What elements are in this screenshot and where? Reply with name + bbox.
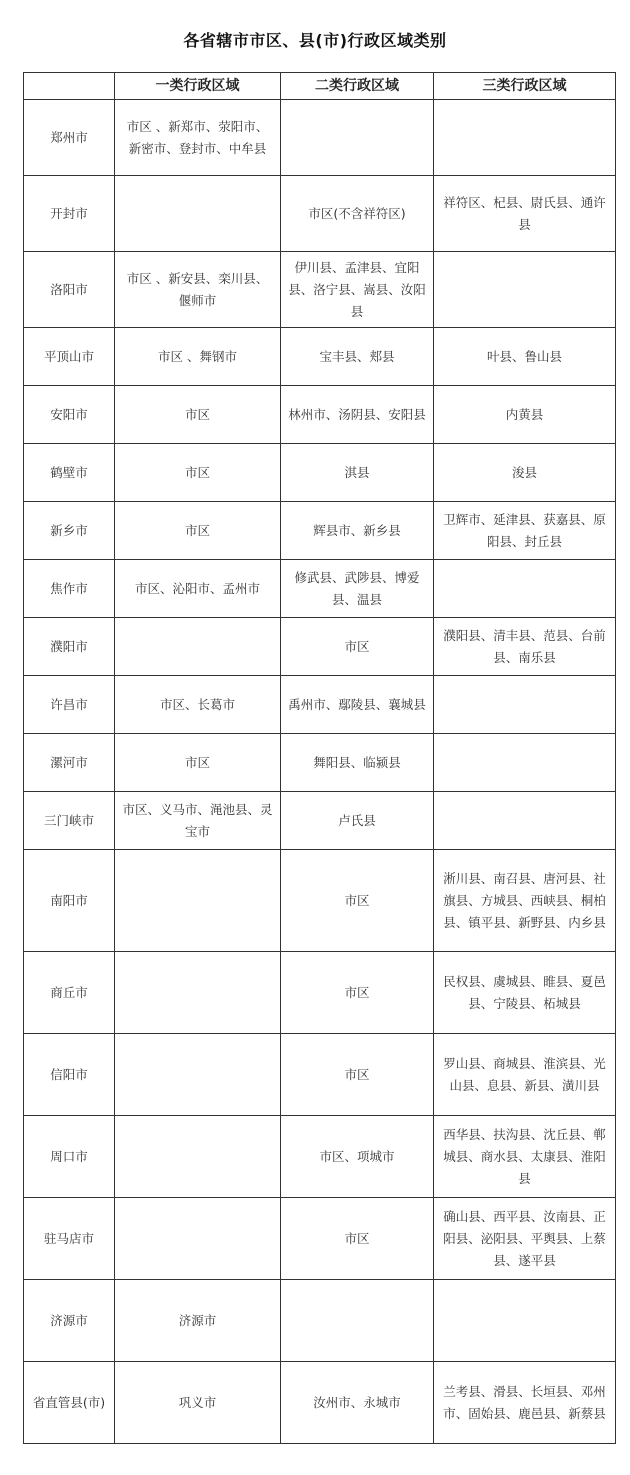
- table-body: [24, 100, 616, 1444]
- city-cell: 郑州市: [24, 100, 115, 176]
- class-3-cell: 罗山县、商城县、淮滨县、光山县、息县、新县、潢川县: [434, 1034, 616, 1116]
- class-2-cell: 市区: [281, 850, 434, 952]
- class-3-cell: [434, 1280, 616, 1362]
- table-row: [24, 1198, 616, 1280]
- class-2-cell: 伊川县、孟津县、宜阳县、洛宁县、嵩县、汝阳县: [281, 252, 434, 328]
- class-1-cell: 市区、长葛市: [115, 676, 281, 734]
- class-2-cell: 卢氏县: [281, 792, 434, 850]
- class-2-cell: 市区: [281, 1198, 434, 1280]
- city-cell: 南阳市: [24, 850, 115, 952]
- class-2-cell: 舞阳县、临颍县: [281, 734, 434, 792]
- class-3-cell: 内黄县: [434, 386, 616, 444]
- class-1-cell: 巩义市: [115, 1362, 281, 1444]
- city-cell: 濮阳市: [24, 618, 115, 676]
- table-row: [24, 676, 616, 734]
- city-cell: 焦作市: [24, 560, 115, 618]
- table-row: [24, 252, 616, 328]
- city-cell: 漯河市: [24, 734, 115, 792]
- class-2-cell: 禹州市、鄢陵县、襄城县: [281, 676, 434, 734]
- header-city: [24, 73, 115, 100]
- class-3-cell: [434, 676, 616, 734]
- city-cell: 省直管县(市): [24, 1362, 115, 1444]
- class-1-cell: 市区: [115, 502, 281, 560]
- class-2-cell: 市区: [281, 1034, 434, 1116]
- city-cell: 洛阳市: [24, 252, 115, 328]
- city-cell: 济源市: [24, 1280, 115, 1362]
- class-2-cell: 汝州市、永城市: [281, 1362, 434, 1444]
- class-3-cell: 卫辉市、延津县、获嘉县、原阳县、封丘县: [434, 502, 616, 560]
- table-row: [24, 952, 616, 1034]
- table-row: [24, 1116, 616, 1198]
- class-3-cell: 濮阳县、清丰县、范县、台前县、南乐县: [434, 618, 616, 676]
- city-cell: 驻马店市: [24, 1198, 115, 1280]
- class-1-cell: [115, 1034, 281, 1116]
- city-cell: 三门峡市: [24, 792, 115, 850]
- class-2-cell: 市区: [281, 618, 434, 676]
- table-row: [24, 100, 616, 176]
- class-1-cell: [115, 1116, 281, 1198]
- class-3-cell: 祥符区、杞县、尉氏县、通许县: [434, 176, 616, 252]
- table-row: [24, 560, 616, 618]
- class-2-cell: 市区、项城市: [281, 1116, 434, 1198]
- table-header-row: [24, 73, 616, 100]
- class-3-cell: 西华县、扶沟县、沈丘县、郸城县、商水县、太康县、淮阳县: [434, 1116, 616, 1198]
- header-class-2: 二类行政区域: [281, 73, 434, 100]
- class-3-cell: [434, 252, 616, 328]
- class-3-cell: [434, 560, 616, 618]
- class-2-cell: 宝丰县、郏县: [281, 328, 434, 386]
- city-cell: 周口市: [24, 1116, 115, 1198]
- class-3-cell: 浚县: [434, 444, 616, 502]
- class-1-cell: [115, 952, 281, 1034]
- class-3-cell: [434, 792, 616, 850]
- table-row: [24, 1280, 616, 1362]
- page-title: 各省辖市市区、县(市)行政区域类别: [183, 31, 447, 50]
- class-1-cell: 市区: [115, 386, 281, 444]
- class-1-cell: 市区 、新安县、栾川县、偃师市: [115, 252, 281, 328]
- class-1-cell: 市区 、舞钢市: [115, 328, 281, 386]
- class-2-cell: 辉县市、新乡县: [281, 502, 434, 560]
- class-1-cell: [115, 1198, 281, 1280]
- table-row: [24, 176, 616, 252]
- class-1-cell: 市区: [115, 444, 281, 502]
- class-1-cell: 市区、沁阳市、孟州市: [115, 560, 281, 618]
- table-row: [24, 502, 616, 560]
- table-row: [24, 1362, 616, 1444]
- table-row: [24, 328, 616, 386]
- class-1-cell: 市区、义马市、渑池县、灵宝市: [115, 792, 281, 850]
- table-row: [24, 792, 616, 850]
- city-cell: 信阳市: [24, 1034, 115, 1116]
- table-row: [24, 734, 616, 792]
- class-1-cell: 市区: [115, 734, 281, 792]
- header-class-3: 三类行政区域: [434, 73, 616, 100]
- class-1-cell: 市区 、新郑市、荥阳市、新密市、登封市、中牟县: [115, 100, 281, 176]
- class-3-cell: 确山县、西平县、汝南县、正阳县、泌阳县、平舆县、上蔡县、遂平县: [434, 1198, 616, 1280]
- city-cell: 平顶山市: [24, 328, 115, 386]
- class-3-cell: 民权县、虞城县、睢县、夏邑县、宁陵县、柘城县: [434, 952, 616, 1034]
- class-2-cell: 修武县、武陟县、博爱县、温县: [281, 560, 434, 618]
- class-1-cell: [115, 176, 281, 252]
- class-1-cell: [115, 850, 281, 952]
- class-2-cell: 市区(不含祥符区): [281, 176, 434, 252]
- city-cell: 鹤壁市: [24, 444, 115, 502]
- class-1-cell: [115, 618, 281, 676]
- table-row: [24, 1034, 616, 1116]
- table-row: [24, 850, 616, 952]
- class-3-cell: 淅川县、南召县、唐河县、社旗县、方城县、西峡县、桐柏县、镇平县、新野县、内乡县: [434, 850, 616, 952]
- table-row: [24, 618, 616, 676]
- class-3-cell: 叶县、鲁山县: [434, 328, 616, 386]
- city-cell: 安阳市: [24, 386, 115, 444]
- region-category-table: [23, 72, 616, 1444]
- city-cell: 开封市: [24, 176, 115, 252]
- class-2-cell: [281, 1280, 434, 1362]
- city-cell: 许昌市: [24, 676, 115, 734]
- city-cell: 商丘市: [24, 952, 115, 1034]
- class-3-cell: 兰考县、滑县、长垣县、邓州市、固始县、鹿邑县、新蔡县: [434, 1362, 616, 1444]
- class-2-cell: 市区: [281, 952, 434, 1034]
- table-row: [24, 386, 616, 444]
- header-class-1: 一类行政区域: [115, 73, 281, 100]
- class-3-cell: [434, 100, 616, 176]
- class-2-cell: 淇县: [281, 444, 434, 502]
- class-2-cell: 林州市、汤阴县、安阳县: [281, 386, 434, 444]
- city-cell: 新乡市: [24, 502, 115, 560]
- class-1-cell: 济源市: [115, 1280, 281, 1362]
- table-row: [24, 444, 616, 502]
- class-2-cell: [281, 100, 434, 176]
- class-3-cell: [434, 734, 616, 792]
